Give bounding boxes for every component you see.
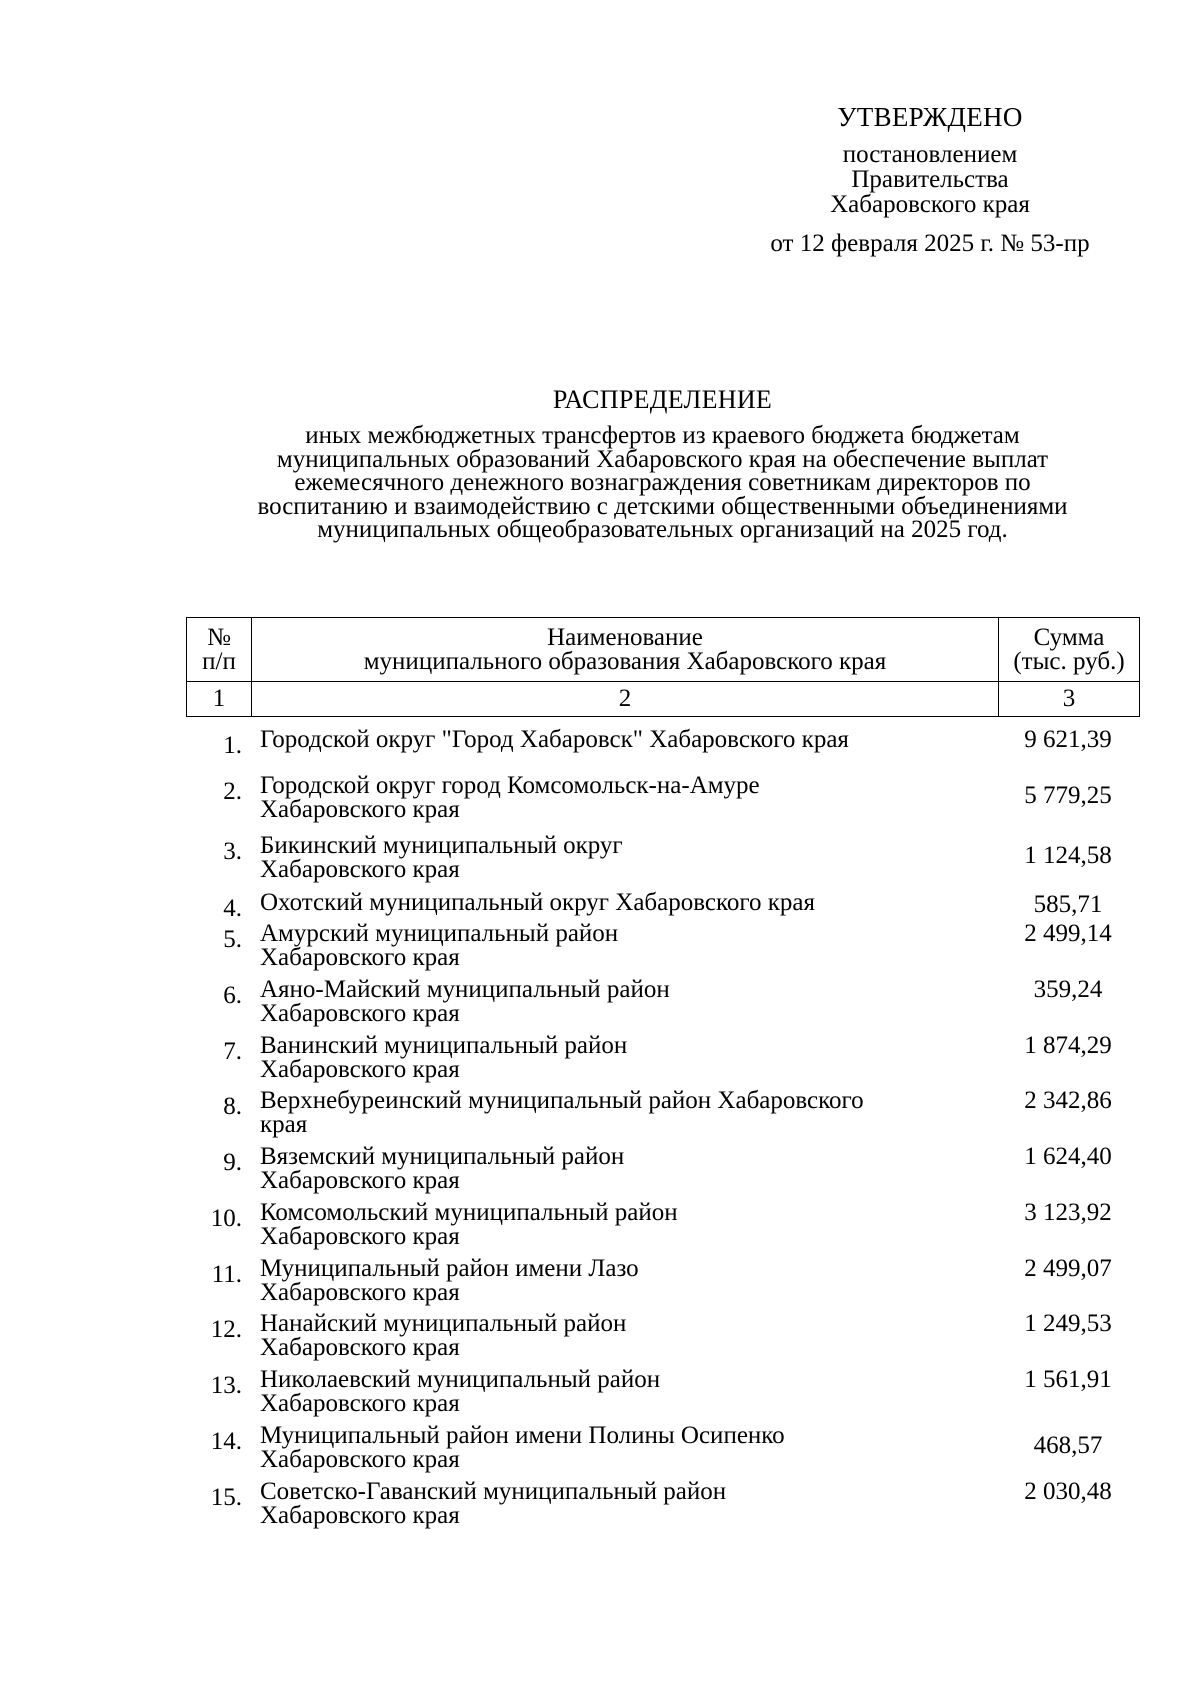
row-name-line: Хабаровского края — [260, 1167, 460, 1194]
row-sum: 1 624,40 — [1024, 1143, 1112, 1170]
row-name — [260, 1368, 980, 1416]
row-name — [260, 774, 980, 822]
subtitle-line: ежемесячного денежного вознаграждения советникам директоров по — [294, 469, 1031, 496]
subtitle-line: муниципальных общеобразовательных организаций на 2025 год. — [317, 516, 1008, 543]
row-number: 8. — [223, 1093, 242, 1120]
row-sum: 1 874,29 — [1024, 1032, 1112, 1059]
row-name — [260, 1480, 980, 1528]
row-name — [260, 1257, 980, 1305]
table-header — [186, 617, 1140, 717]
row-name-line: Бикинский муниципальный округ — [260, 832, 623, 859]
row-name-line: края — [260, 1111, 308, 1138]
approval-line-1: постановлением — [842, 141, 1018, 168]
row-name-line: Вяземский муниципальный район — [260, 1143, 625, 1170]
row-sum: 3 123,92 — [1024, 1199, 1112, 1226]
row-number: 5. — [223, 926, 242, 953]
row-name-line: Охотский муниципальный округ Хабаровского края — [260, 889, 816, 916]
row-number: 10. — [210, 1205, 242, 1232]
row-name — [260, 978, 980, 1026]
row-sum: 9 621,39 — [1024, 726, 1112, 753]
row-number: 14. — [210, 1428, 242, 1455]
row-number: 6. — [223, 982, 242, 1009]
column-number-row — [187, 682, 1140, 717]
row-name-line: Хабаровского края — [260, 1056, 460, 1083]
row-sum: 2 030,48 — [1024, 1478, 1112, 1505]
row-name — [260, 891, 980, 915]
column-number: 3 — [999, 682, 1140, 717]
row-name-line: Ванинский муниципальный район — [260, 1032, 628, 1059]
row-sum: 2 499,07 — [1024, 1255, 1112, 1282]
column-number: 1 — [187, 682, 252, 717]
row-name — [260, 1034, 980, 1082]
row-name-line: Хабаровского края — [260, 1446, 460, 1473]
row-number: 4. — [223, 895, 242, 922]
row-name — [260, 834, 980, 882]
row-number: 9. — [223, 1149, 242, 1176]
row-name-line: Муниципальный район имени Полины Осипенко — [260, 1422, 785, 1449]
row-name-line: Хабаровского края — [260, 1279, 460, 1306]
row-sum: 2 499,14 — [1024, 920, 1112, 947]
row-name — [260, 1145, 980, 1193]
header-name: Наименование муниципального образования Хабаровского края — [252, 618, 999, 682]
row-name-line: Амурский муниципальный район — [260, 920, 619, 947]
document-title: РАСПРЕДЕЛЕНИЕ — [552, 385, 773, 414]
row-sum: 359,24 — [1033, 976, 1103, 1003]
row-name-line: Аяно-Майский муниципальный район — [260, 976, 670, 1003]
header-sum: Сумма (тыс. руб.) — [999, 618, 1140, 682]
row-name-line: Хабаровского края — [260, 1502, 460, 1529]
approval-date: от 12 февраля 2025 г. № 53-пр — [770, 230, 1090, 257]
row-name-line: Николаевский муниципальный район — [260, 1366, 661, 1393]
header-row — [187, 618, 1140, 682]
row-name-line: Хабаровского края — [260, 856, 460, 883]
row-sum: 5 779,25 — [1024, 782, 1112, 809]
row-sum: 585,71 — [1033, 891, 1103, 918]
row-name-line: Хабаровского края — [260, 1334, 460, 1361]
row-name-line: Верхнебуреинский муниципальный район Хабаровского — [260, 1087, 864, 1114]
row-sum: 1 124,58 — [1024, 842, 1112, 869]
row-name — [260, 1201, 980, 1249]
row-number: 11. — [211, 1261, 242, 1288]
approved-stamp: УТВЕРЖДЕНО — [837, 102, 1023, 132]
row-sum: 1 561,91 — [1024, 1366, 1112, 1393]
row-name — [260, 1312, 980, 1360]
row-sum: 2 342,86 — [1024, 1087, 1112, 1114]
row-name-line: Городской округ город Комсомольск-на-Амуре — [260, 772, 760, 799]
row-name-line: Муниципальный район имени Лазо — [260, 1255, 639, 1282]
row-number: 3. — [223, 838, 242, 865]
row-name — [260, 728, 980, 752]
column-number: 2 — [252, 682, 999, 717]
row-number: 15. — [210, 1484, 242, 1511]
row-name-line: Городской округ "Город Хабаровск" Хабаровского края — [260, 726, 849, 753]
row-number: 12. — [210, 1316, 242, 1343]
row-number: 7. — [223, 1038, 242, 1065]
row-name-line: Комсомольский муниципальный район — [260, 1199, 678, 1226]
subtitle-line: муниципальных образований Хабаровского края на обеспечение выплат — [276, 445, 1049, 473]
row-name-line: Хабаровского края — [260, 944, 460, 971]
row-sum: 468,57 — [1033, 1432, 1103, 1459]
row-name-line: Нанайский муниципальный район — [260, 1310, 627, 1337]
approval-line-3: Хабаровского края — [830, 191, 1030, 218]
row-name-line: Хабаровского края — [260, 1000, 460, 1027]
row-name — [260, 1089, 980, 1137]
row-name — [260, 922, 980, 970]
row-name-line: Советско-Гаванский муниципальный район — [260, 1478, 727, 1505]
row-name-line: Хабаровского края — [260, 1223, 460, 1250]
header-num: № п/п — [187, 618, 252, 682]
row-number: 2. — [223, 778, 242, 805]
row-name-line: Хабаровского края — [260, 796, 460, 823]
approval-block — [720, 102, 1140, 257]
document-subtitle — [170, 424, 1155, 542]
row-number: 13. — [210, 1372, 242, 1399]
row-sum: 1 249,53 — [1024, 1310, 1112, 1337]
row-name — [260, 1424, 980, 1472]
subtitle-line: воспитанию и взаимодействию с детскими общественными объединениями — [257, 492, 1068, 520]
subtitle-line: иных межбюджетных трансфертов из краевого бюджета бюджетам — [305, 422, 1020, 449]
row-number: 1. — [223, 732, 242, 759]
row-name-line: Хабаровского края — [260, 1390, 460, 1417]
approval-line-2: Правительства — [851, 166, 1009, 193]
